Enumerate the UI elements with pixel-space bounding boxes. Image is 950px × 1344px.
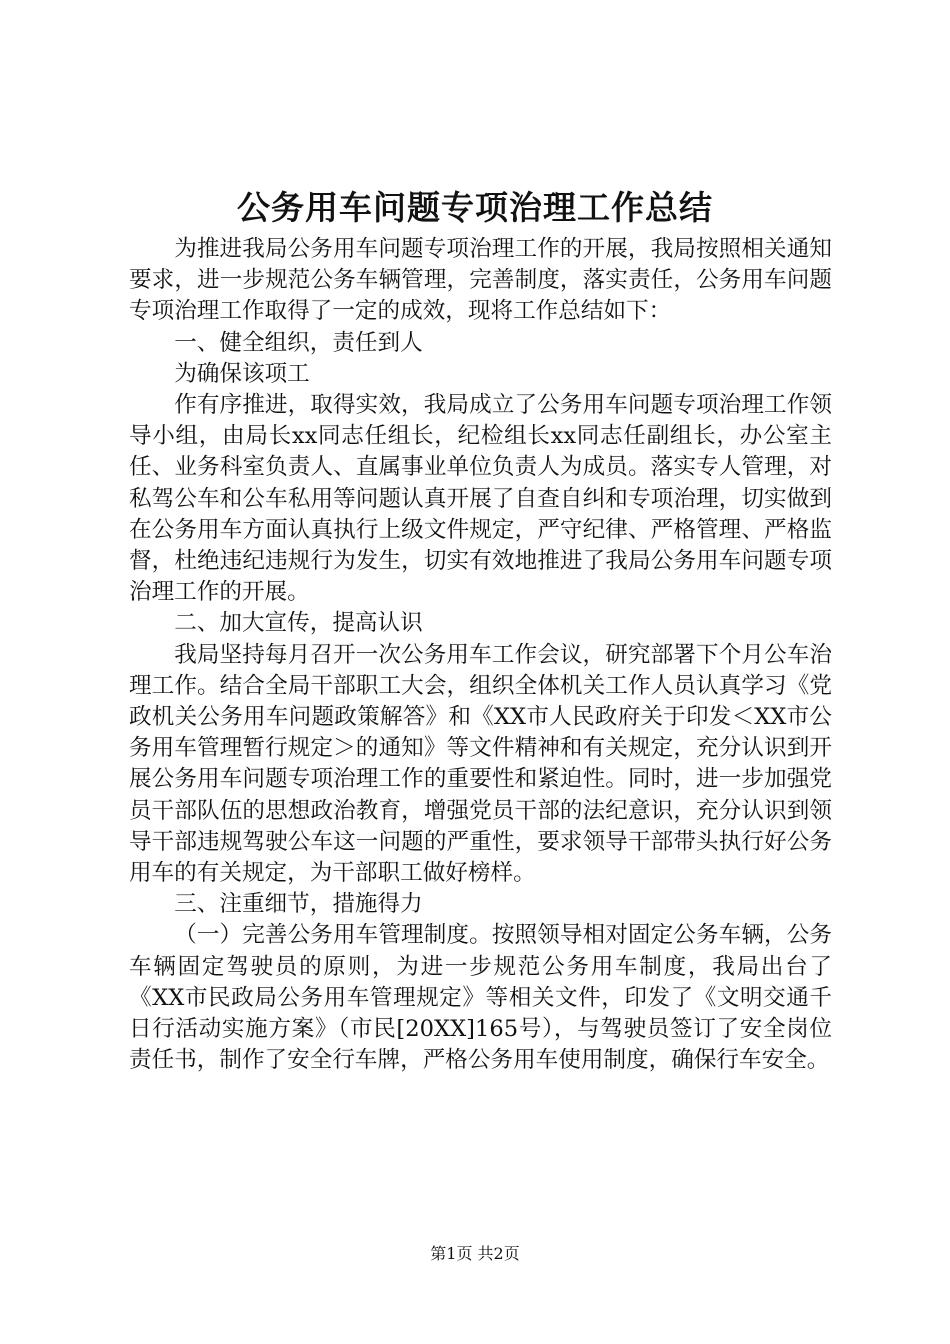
section-heading-3: 三、注重细节，措施得力 <box>174 891 423 918</box>
paragraph-publicity: 我局坚持每月召开一次公务用车工作会议，研究部署下个月公车治理工作。结合全局干部职工大会，组织全体机关工作人员认真学习《党政机关公务用车问题政策解答》和《XX市人民政府关于印发＜XX市公务用车管理暂行规定＞的通知》等文件精神和有关规定，充分认识到开展公务用车问题专项治理工作的重要性和紧迫性。同时，进一步加强党员干部队伍的思想政治教育，增强党员干部的法纪意识，充分认识到领导干部违规驾驶公车这一问题的严重性，要求领导干部带头执行好公务用车的有关规定，为干部职工做好榜样。 <box>129 641 832 887</box>
section-heading-1: 一、健全组织，责任到人 <box>174 329 423 356</box>
page-number-footer: 第1页 共2页 <box>430 1244 520 1263</box>
section-heading-2: 二、加大宣传，提高认识 <box>174 610 423 637</box>
paragraph-intro: 为推进我局公务用车问题专项治理工作的开展，我局按照相关通知要求，进一步规范公务车辆管理，完善制度，落实责任，公务用车问题专项治理工作取得了一定的成效，现将工作总结如下： <box>129 236 832 325</box>
document-title: 公务用车问题专项治理工作总结 <box>237 188 713 227</box>
paragraph-organization: 作有序推进，取得实效，我局成立了公务用车问题专项治理工作领导小组，由局长xx同志任组长，纪检组长xx同志任副组长，办公室主任、业务科室负责人、直属事业单位负责人为成员。落实专人管理，对私驾公车和公车私用等问题认真开展了自查自纠和专项治理，切实做到在公务用车方面认真执行上级文件规定，严守纪律、严格管理、严格监督，杜绝违纪违规行为发生，切实有效地推进了我局公务用车问题专项治理工作的开展。 <box>129 392 832 606</box>
paragraph-measures: （一）完善公务用车管理制度。按照领导相对固定公务车辆，公务车辆固定驾驶员的原则，为进一步规范公务用车制度，我局出台了《XX市民政局公务用车管理规定》等相关文件，印发了《文明交通千日行活动实施方案》（市民[20XX]165号），与驾驶员签订了安全岗位责任书，制作了安全行车牌，严格公务用车使用制度，确保行车安全。 <box>129 922 832 1074</box>
document-body <box>129 234 832 1076</box>
paragraph-fragment: 为确保该项工 <box>174 360 310 387</box>
